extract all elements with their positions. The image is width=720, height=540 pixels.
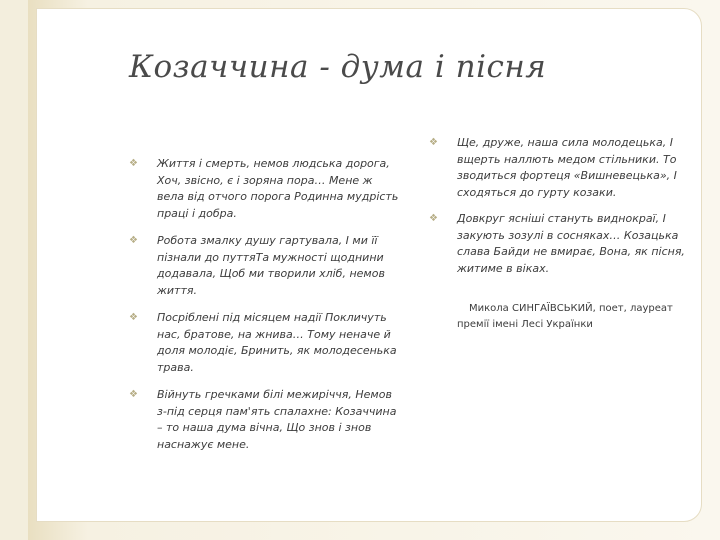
diamond-bullet-icon: ❖ xyxy=(429,137,438,148)
slide xyxy=(36,8,702,522)
diamond-bullet-icon: ❖ xyxy=(129,389,138,400)
list-item xyxy=(127,387,399,453)
stanza-text: Робота змалку душу гартувала, І ми її пізнали до путтяТа мужності щоднини додавала, Щоб ми творили хліб, немов життя. xyxy=(157,234,385,297)
author-text: Микола СИНГАЇВСЬКИЙ, поет, лауреат премії імені Лесі Українки xyxy=(457,303,673,330)
list-item xyxy=(427,211,693,277)
list-item xyxy=(127,310,399,376)
diamond-bullet-icon: ❖ xyxy=(429,213,438,224)
stanza-text: Життя і смерть, немов людська дорога, Хоч, звісно, є і зоряна пора… Мене ж вела від отчого порога Родинна мудрість праці і добра. xyxy=(157,157,399,220)
list-item xyxy=(127,233,399,299)
list-item xyxy=(427,135,693,201)
stanza-text: Ще, друже, наша сила молодецька, І вщерть наллють медом стільники. То зводиться фортеця «Вишневецька», І сходяться до гурту козаки. xyxy=(457,136,677,199)
slide-frame xyxy=(28,0,720,540)
poem-left-column xyxy=(127,156,399,464)
stanza-text: Довкруг ясніші стануть виднокраї, І закують зозулі в сосняках… Козацька слава Байди не вмирає, Вона, як пісня, житиме в віках. xyxy=(457,212,685,275)
author-credit xyxy=(457,301,697,333)
diamond-bullet-icon: ❖ xyxy=(129,312,138,323)
diamond-bullet-icon: ❖ xyxy=(129,235,138,246)
stanza-text: Посріблені під місяцем надії Покличуть нас, братове, на жнива… Тому неначе й доля молодіє, Бринить, як молодесенька трава. xyxy=(157,311,397,374)
slide-title: Козаччина - дума і пісня xyxy=(129,49,547,85)
stanza-text: Війнуть гречками білі межиріччя, Немов з-під серця пам'ять спалахне: Козаччина – то наша дума вічна, Що знов і знов наснажує мене. xyxy=(157,388,397,451)
list-item xyxy=(127,156,399,222)
diamond-bullet-icon: ❖ xyxy=(129,158,138,169)
poem-right-column xyxy=(427,135,693,287)
left-decor-strip xyxy=(0,0,28,540)
